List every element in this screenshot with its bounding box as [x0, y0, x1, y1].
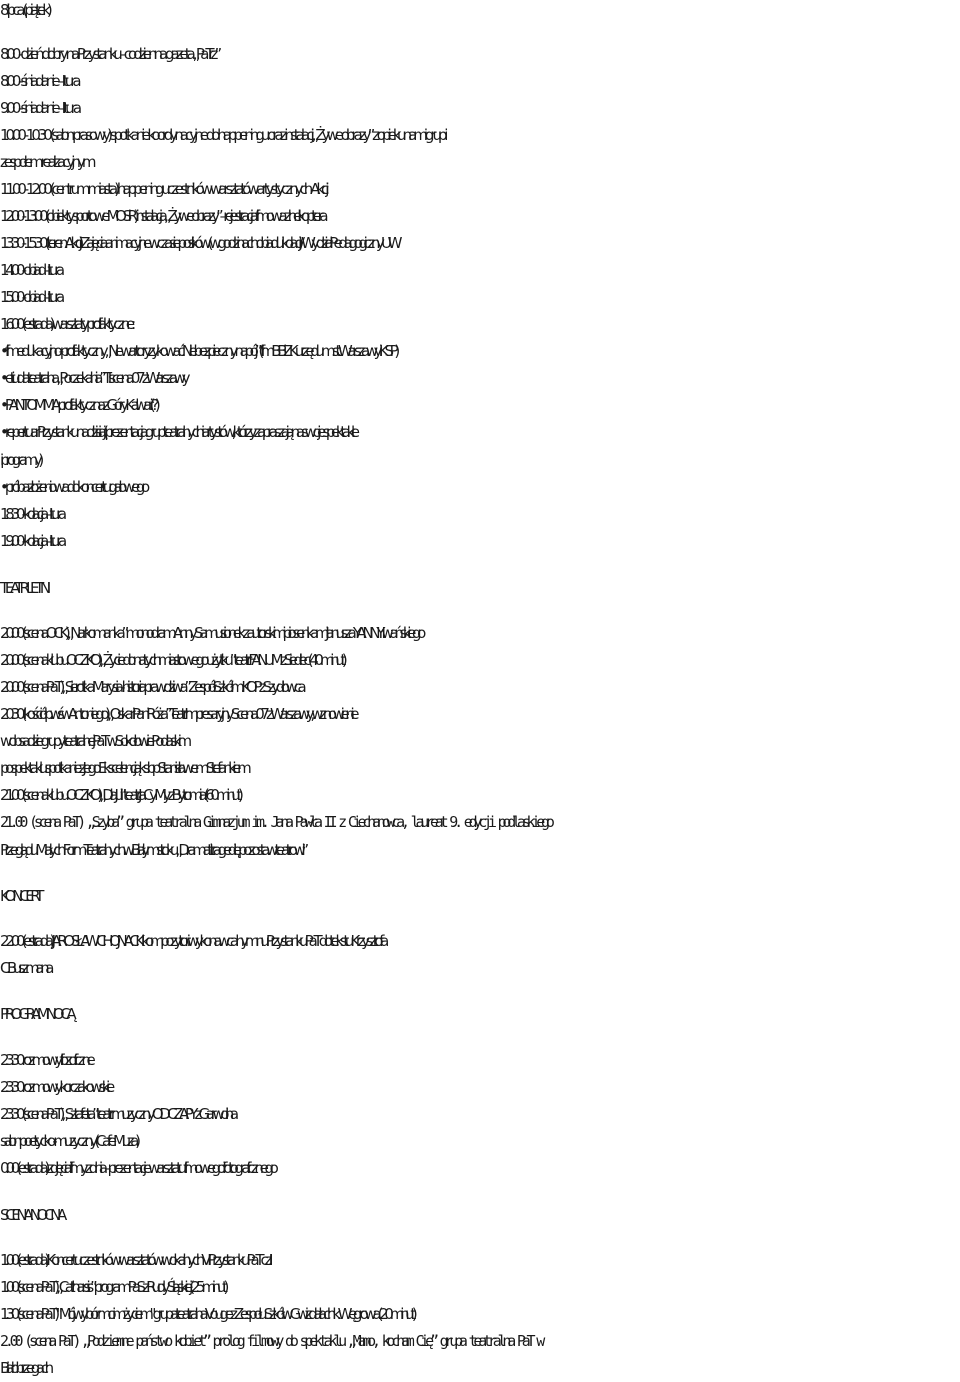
schedule-line: 23.30 rozmowy filozoficzne — [0, 1051, 92, 1069]
section-heading-teatr-letni: TEATR LETNI — [0, 579, 47, 597]
schedule-line: 8.00 - dzień dobry na Przystanku – codzienna gazeta „PaTrz” — [0, 45, 219, 63]
schedule-line: 19.00 - kolacja – II tura — [0, 532, 63, 550]
schedule-line: 16.00 (estrada) warsztaty profilaktyczne : — [0, 315, 132, 333]
schedule-line: salon poetycko-muzyczny (Cafe Muza) — [0, 1132, 137, 1150]
schedule-line: 1.30 (scena PaT) "Mój wybór moim życiem" grupa teatralna Vouge z Zespołu Szkół w Gwizdałach k. Węgrowa (20 minut) — [0, 1305, 414, 1323]
schedule-line: 20.00 (scena klubu OCZKO) „Życie do natychmiastowego użytku” teatr FANUM z Siedlec (40 minut) — [0, 651, 344, 669]
schedule-line: 2.00 (scena PaT) „Podziemne państwo kobiet” prolog filmowy do spektaklu „Mamo, kocham Cię” grupa teatralna PaT w — [0, 1332, 542, 1350]
bullet-item: • repertuar Przystanku na dzisiaj (prezentacja grup teatralnych i artystów, którzy zapraszają na swoje spektakle — [0, 423, 356, 441]
section-heading-koncert: KONCERT — [0, 887, 41, 905]
schedule-line: 21.00 (scena klubu OCZKO) „Dla Julii” teatr JaCy My z Bytomia (60 minut) — [0, 786, 240, 804]
schedule-line: C. Buszmana — [0, 959, 51, 977]
schedule-line: w obsadzie grupy teatralnej PaT w Sokołowie Podlaskim — [0, 732, 188, 750]
date-heading: 8 lipca (piątek) — [0, 1, 49, 19]
bullet-item: • etiuda teatralna „Poczekalnia” TI scena 07 z Warszawy — [0, 369, 187, 387]
schedule-line: 1.00 (estrada) Koncert uczestników warsztatów wokalnych VI Przystanku PaT cz. III — [0, 1251, 270, 1269]
schedule-line: 23.30 (scena PaT) „Sztafeta” teatr muzyczny OD CZAPY z Garwolina — [0, 1105, 235, 1123]
schedule-line: 22.00 (estrada) JAROSŁAW CHOJNACKI kompozytor i wykonawca hymnu Przystanku PaT do tekstu Krzysztofa — [0, 932, 385, 950]
schedule-line: po spektaklu spotkanie z Jego Ekscelencją ks.bp Stanisławem Stefankiem — [0, 759, 248, 777]
schedule-line: 18.30 - kolacja – I tura — [0, 505, 63, 523]
schedule-line: 0.00 (estrada) zdjęcia i filmy z dnia – prezentacje warsztatu filmowego i fotograficznego — [0, 1159, 275, 1177]
schedule-line: Przeglądu Małych Form Teatralnych w Białymstoku „Dramat i tragedię pozostaw teatrowi” — [0, 841, 305, 859]
schedule-line: 23.30 rozmowy korczakowskie — [0, 1078, 111, 1096]
bullet-item: • film edukacyjno-profilaktyczny „Nie warto ryzykować. Niebezpieczny napój.” (film BBiZK urzędu m. st. Warszawy i KSP) — [0, 342, 396, 360]
schedule-line: 9.00 - śniadanie – II tura — [0, 99, 79, 117]
schedule-line: 10.00 - 10.30 (salon prasowy) spotkanie koordynacyjne do happeningu oraz instalacji „Żywe obrazy” z opiekunami grup i — [0, 126, 445, 144]
schedule-line: 15.00 - obiad – II tura — [0, 288, 61, 306]
schedule-line: 13.30 - 15.30 (teren Akcji) Zajęcia animacyjne w czasie posiłków (w godzinach obiadu i kolacji) / Wydział Pedagogiczny UW — [0, 234, 399, 252]
section-heading-program-noca: PROGRAM NOCĄ — [0, 1005, 73, 1023]
schedule-line: 20.00 (scena OCK) „Narkomanka” monodram Anny Samusionek z autorskimi piosenkami Janusza YANINY Iwańskiego — [0, 624, 422, 642]
schedule-line: 20.30 (kościół p.w. św. Antoniego) „Oskar i Pani Róża” Teatr Impresaryjny Scena 07 z Warszawy, wznowienie — [0, 705, 356, 723]
schedule-line: Białobrzegach — [0, 1359, 50, 1377]
schedule-line: 11.00 - 12.00 (centrum miasta) happening uczestników warsztatów artystycznych Akcji — [0, 180, 326, 198]
schedule-line: zespołem realizacyjnym — [0, 153, 93, 171]
schedule-line: 20.00 (scena PaT) „Sierotka Marysia - historia prawdziwa” Zespół Szkół im. KOP z Szydłowca — [0, 678, 303, 696]
schedule-line: 8.00 - śniadanie – I tura — [0, 72, 78, 90]
bullet-item: • próba złożeniowa do koncertu galowego — [0, 478, 146, 496]
bullet-item-continuation: i programy) — [0, 451, 40, 469]
bullet-item: • PANTOMIMA profilaktyczna z Góry Kalwarii (?) — [0, 396, 157, 414]
schedule-line: 12.00 - 13.00 (obiekty sportowe MOSiR) instalacja „Żywe obrazy” – rejestracja filmowa z helikoptera — [0, 207, 325, 225]
schedule-line: 14.00 - obiad – I tura — [0, 261, 61, 279]
section-heading-scena-nocna: SCENA NOCNA — [0, 1206, 63, 1224]
schedule-line: 1.00 (scena PaT) „Catharsis” program PaS z Rudy Śląskiej (25 minut) — [0, 1278, 226, 1296]
schedule-line: 21.00 (scena PaT) „Szyba” grupa teatralna Gimnazjum im. Jana Pawła II z Ciechanowca, laureat 9. edycji podlaskiego — [0, 813, 551, 831]
